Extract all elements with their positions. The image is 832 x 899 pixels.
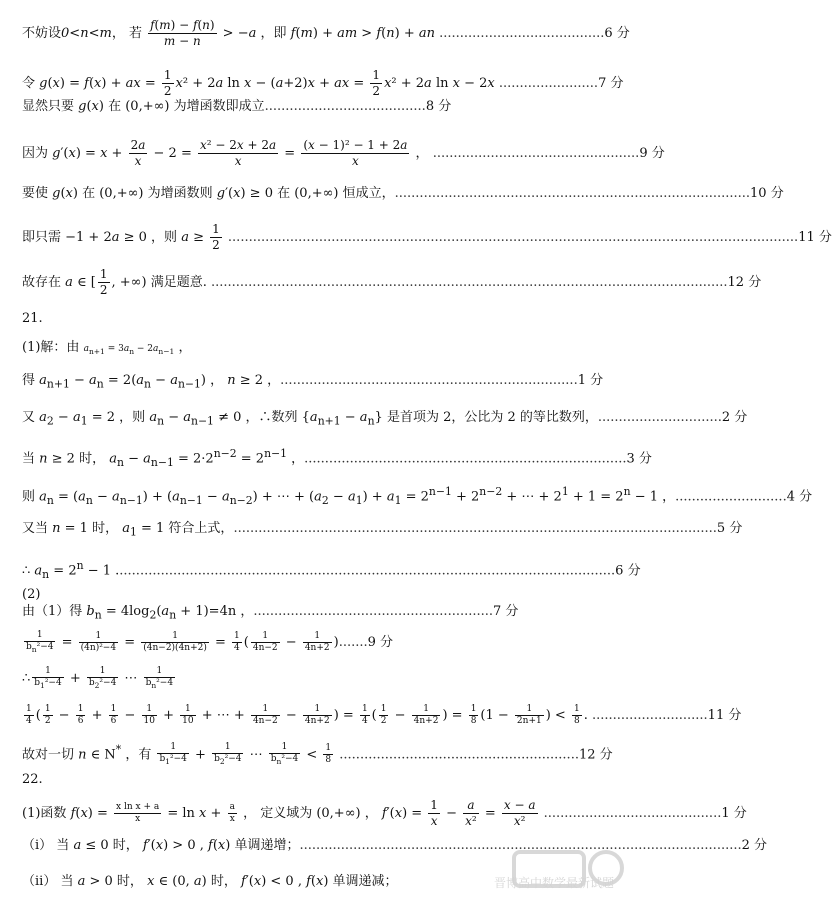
line-22-3: （ii） 当 a > 0 时， x ∈ (0, a) 时， f′(x) < 0 , f(x) 单调递减； [22,874,398,889]
problem-22-number: 22. [22,772,43,787]
score-11: 11 分 [798,230,832,245]
line-21-4: 当 n ≥ 2 时， $a_n - a_{n-1} = 2\cdot 2^{n-2} = 2^{n-1}$ ，..............................................................................3 分 [22,447,652,469]
score-10: 10 分 [750,186,784,201]
line-6: 即只需 −1 + 2a ≥ 0 ，则 a ≥ $\frac{1}{2}$ ..........................................................................................................................................11 分 [22,222,832,252]
score-11b: 11 分 [707,708,742,723]
watermark-text: 晋博高中数学最新试题 [494,876,615,890]
score-1: 1 分 [577,373,604,388]
score-9b: 9 分 [367,634,394,650]
line-5: 要使 g(x) 在 (0,+∞) 为增函数则 g′(x) ≥ 0 在 (0,+∞) 恒成立，......................................................................................10 分 [22,186,784,201]
line-21-2: 得 $a_{n+1} - a_n = 2(a_n - a_{n-1})$ ， n ≥ 2 ，........................................................................1 分 [22,373,604,391]
score-12: 12 分 [727,275,762,290]
line-1: 不妨设0<n<m， 若 $\frac{f(m) - f(n)}{m - n}$ > −a ，即 f(m) + am > f(n) + an ........................................6 分 [22,18,630,48]
score-7b: 7 分 [493,604,519,619]
line-3: 显然只要 g(x) 在 (0,+∞) 为增函数即成立.......................................8 分 [22,99,452,114]
score-5: 5 分 [716,521,743,536]
score-3: 3 分 [626,451,652,467]
score-12b: 12 分 [578,747,613,763]
score-4: 4 分 [786,489,813,505]
score-7: 7 分 [598,76,624,91]
part-2-label: (2) [22,587,41,602]
line-2: 令 g(x) = f(x) + ax = $\frac{1}{2}$ x² + 2a ln x − (a+2)x + ax = $\frac{1}{2}$ x² + 2a ln x − 2x ........................7 分 [22,68,624,98]
score-6: 6 分 [604,26,630,41]
line-21-6: 又当 n = 1 时， $a_1 = 1$ 符合上式，.....................................................................................................................5 分 [22,521,743,539]
line-21-11: $\frac{1}{4}$ ( $\frac{1}{2}$ − $\frac{1}{6}$ + $\frac{1}{6}$ − $\frac{1}{10}$ + $\frac{1}{10}$ + ⋯ + $\frac{1}{4n-2}$ − $\frac{1}{4n+2}$ ) = $\frac{1}{4}$ ( $\frac{1}{2}$ − $\frac{1}{4n+2}$ ) = $\frac{1}{8}$ (1 − $\frac{1}{2n+1}$ ) < $\frac{1}{8}$ . ............................11 分 [26,704,742,726]
line-21-7: ∴ $a_n = 2^n - 1$ .........................................................................................................................6 分 [22,559,641,581]
score-6b: 6 分 [615,563,641,579]
problem-21-number: 21. [22,311,43,326]
line-21-12: 故对一切 n ∈ N* ，有 $\frac{1}{b_1^2-4}$ + $\frac{1}{b_2^2-4}$ ⋯ $\frac{1}{b_n^2-4}$ < $\frac{1}{8}$ ..........................................................12 分 [22,742,613,767]
line-21-10: ∴ $\frac{1}{b_1^2-4}$ + $\frac{1}{b_2^2-4}$ ⋯ $\frac{1}{b_n^2-4}$ [22,666,174,690]
score-2: 2 分 [721,410,748,425]
frac-fm-fn: $\frac{f(m) - f(n)}{m - n}$ [150,18,215,48]
line-21-8: 由（1）得 $b_n = 4\log_2(a_n + 1)=4n$ ，..........................................................7 分 [22,604,519,622]
line-7: 故存在 a ∈ [ $\frac{1}{2}$ , +∞) 满足题意. .............................................................................................................................12 分 [22,267,762,297]
line-22-2: （i） 当 a ≤ 0 时， f′(x) > 0 , f(x) 单调递增；...........................................................................................................2 分 [22,838,768,853]
line-21-3: 又 $a_2 - a_1 = 2$ ，则 $a_n - a_{n-1} \ne 0$ ，∴数列 $\{a_{n+1} - a_n\}$ 是首项为 2，公比为 2 的等比数列，..............................2 分 [22,410,748,428]
score-9: 9 分 [639,146,665,161]
score-1b: 1 分 [721,806,747,821]
line-21-1: (1)解：由 $a_{n+1} = 3a_n - 2a_{n-1}$ ， [22,340,192,356]
line-21-9: $\frac{1}{b_n^2-4}$ = $\frac{1}{\text{(4n)²−4}}$ = $\frac{1}{(4n-2)(4n+2)}$ = $\frac{1}{4}$ ( $\frac{1}{4n-2}$ − $\frac{1}{4n+2}$ ).......9 分 [26,630,394,654]
line-21-5: 则 $a_n = (a_n - a_{n-1}) + (a_{n-1} - a_{n-2})$ + ⋯ + $(a_2 - a_1) + a_1 = 2^{n-1} + 2^{n-2}$ + ⋯ + $2^1 + 1 = 2^n - 1$ ，...........................4 分 [22,485,813,507]
line-4: 因为 g′(x) = x + $\frac{2a}{x}$ − 2 = $\frac{\text{x² − 2x + 2a}}{x}$ = $\frac{\text{(x − 1)² − 1 + 2a}}{x}$ ， ..................................................9 分 [22,138,665,168]
line-22-1: (1)函数 f(x) = $\frac{\text{x ln x + a}}{x}$ = ln x + $\frac{a}{x}$ ， 定义域为 (0,+∞) ， f′(x) = $\frac{1}{x}$ − $\frac{a}{\text{x²}}$ = $\frac{x - a}{\text{x²}}$ ...........................................1 分 [22,798,747,828]
score-2b: 2 分 [741,838,768,853]
score-8: 8 分 [425,99,452,114]
